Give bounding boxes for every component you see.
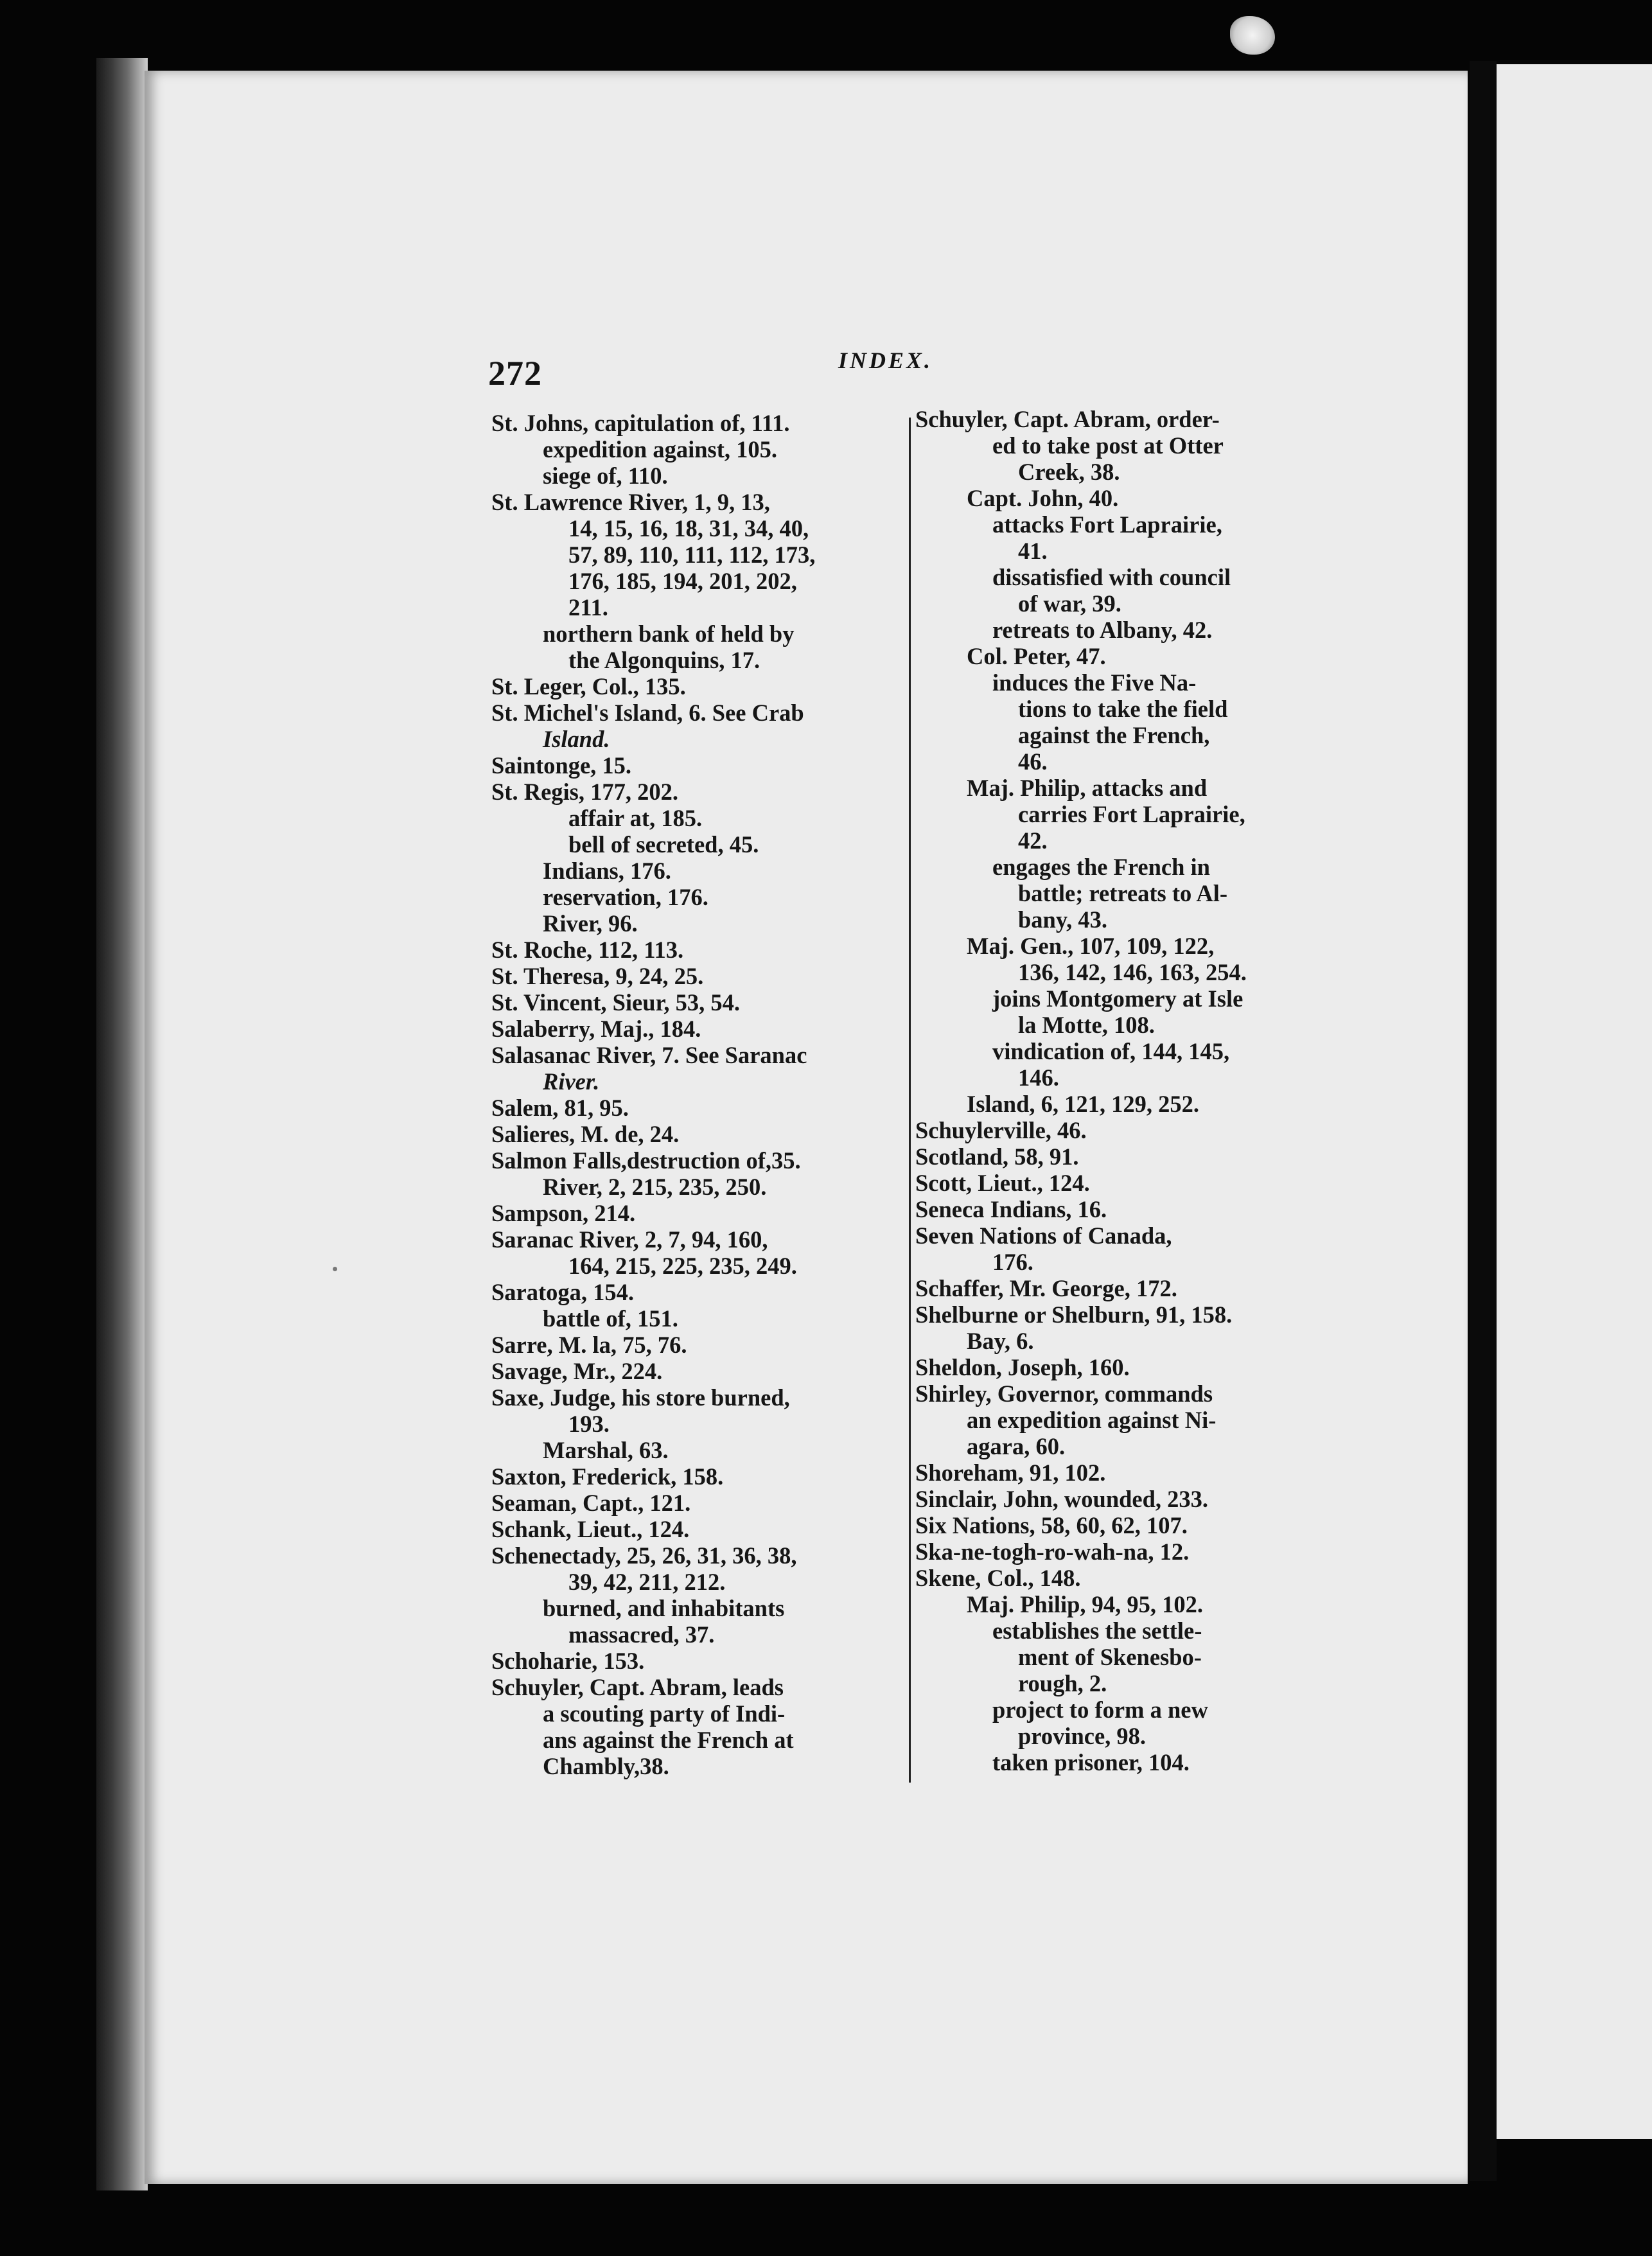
index-entry-line: Shelburne or Shelburn, 91, 158. <box>915 1301 1233 1328</box>
index-entry-line: battle of, 151. <box>543 1305 678 1332</box>
index-entry-line: province, 98. <box>1018 1723 1147 1749</box>
index-entry-line: expedition against, 105. <box>543 436 778 463</box>
index-entry-line: Savage, Mr., 224. <box>491 1358 663 1384</box>
index-entry-line: 14, 15, 16, 18, 31, 34, 40, <box>568 515 809 542</box>
index-column-right <box>915 406 1314 1776</box>
index-entry-line: affair at, 185. <box>568 805 703 831</box>
index-entry-line: St. Vincent, Sieur, 53, 54. <box>491 989 741 1016</box>
index-entry-line: Saxton, Frederick, 158. <box>491 1463 724 1490</box>
index-entry-line: Maj. Philip, attacks and <box>967 775 1208 801</box>
index-entry-line: Saintonge, 15. <box>491 752 632 779</box>
index-entry-line: a scouting party of Indi- <box>543 1700 786 1727</box>
index-entry-line: Schank, Lieut., 124. <box>491 1516 690 1542</box>
index-entry-line: 57, 89, 110, 111, 112, 173, <box>568 542 816 568</box>
index-entry-line: joins Montgomery at Isle <box>992 985 1243 1012</box>
index-entry-line: 136, 142, 146, 163, 254. <box>1018 959 1247 985</box>
index-entry-line: Island, 6, 121, 129, 252. <box>967 1091 1200 1117</box>
index-entry-line: tions to take the field <box>1018 696 1228 722</box>
index-entry-line: Indians, 176. <box>543 858 671 884</box>
index-entry-line: Salieres, M. de, 24. <box>491 1121 680 1147</box>
index-entry-line: Seneca Indians, 16. <box>915 1196 1107 1222</box>
index-entry-line: Schuyler, Capt. Abram, leads <box>491 1674 784 1700</box>
ink-speck <box>333 1267 337 1271</box>
index-entry-line: Saranac River, 2, 7, 94, 160, <box>491 1226 768 1253</box>
index-entry-line: vindication of, 144, 145, <box>992 1038 1230 1064</box>
index-entry-line: Saxe, Judge, his store burned, <box>491 1384 790 1411</box>
index-entry-line: Seaman, Capt., 121. <box>491 1490 691 1516</box>
index-entry-line: Saratoga, 154. <box>491 1279 635 1305</box>
index-entry-line: Sheldon, Joseph, 160. <box>915 1354 1130 1380</box>
index-entry-line: 164, 215, 225, 235, 249. <box>568 1253 797 1279</box>
index-entry-line: St. Michel's Island, 6. See Crab <box>491 700 804 726</box>
index-entry-line: ment of Skenesbo- <box>1018 1644 1202 1670</box>
index-entry-line: siege of, 110. <box>543 463 668 489</box>
running-head: INDEX. <box>838 348 933 373</box>
index-entry-line: Maj. Philip, 94, 95, 102. <box>967 1591 1204 1617</box>
index-column-left <box>491 410 902 1779</box>
index-entry-line: ed to take post at Otter <box>992 432 1224 459</box>
index-entry-line: River, 2, 215, 235, 250. <box>543 1174 767 1200</box>
index-entry-line: Ska-ne-togh-ro-wah-na, 12. <box>915 1538 1190 1565</box>
page-gutter <box>1470 61 1497 2181</box>
page-header <box>488 347 1291 405</box>
index-entry-line: bell of secreted, 45. <box>568 831 759 858</box>
index-entry-line: establishes the settle- <box>992 1617 1202 1644</box>
index-entry-line: Schoharie, 153. <box>491 1648 645 1674</box>
index-entry-line: Creek, 38. <box>1018 459 1120 485</box>
index-entry-line: of war, 39. <box>1018 590 1121 617</box>
index-entry-line: attacks Fort Laprairie, <box>992 511 1222 538</box>
scan-blemish <box>1230 16 1275 55</box>
index-entry-line: Scott, Lieut., 124. <box>915 1170 1090 1196</box>
index-entry-line: carries Fort Laprairie, <box>1018 801 1245 827</box>
index-entry-line: 176. <box>992 1249 1033 1275</box>
index-entry-line: ans against the French at <box>543 1727 794 1753</box>
index-entry-line: River, 96. <box>543 910 638 937</box>
index-entry-line: Salasanac River, 7. See Saranac <box>491 1042 807 1068</box>
index-entry-line: massacred, 37. <box>568 1621 715 1648</box>
index-entry-line: rough, 2. <box>1018 1670 1107 1696</box>
index-entry-line: taken prisoner, 104. <box>992 1749 1190 1776</box>
index-entry-line: induces the Five Na- <box>992 669 1197 696</box>
index-entry-line: 42. <box>1018 827 1048 854</box>
index-entry-line: Schaffer, Mr. George, 172. <box>915 1275 1177 1301</box>
column-divider <box>909 418 911 1783</box>
index-entry-line: Sinclair, John, wounded, 233. <box>915 1486 1209 1512</box>
index-entry-line: burned, and inhabitants <box>543 1595 785 1621</box>
index-entry-line: Chambly,38. <box>543 1753 669 1779</box>
index-entry-line: reservation, 176. <box>543 884 708 910</box>
index-entry-line: against the French, <box>1018 722 1210 748</box>
index-entry-line: northern bank of held by <box>543 621 795 647</box>
index-entry-line: Sampson, 214. <box>491 1200 636 1226</box>
facing-page-edge <box>1497 64 1652 2139</box>
index-entry-line: Six Nations, 58, 60, 62, 107. <box>915 1512 1188 1538</box>
book-spine-edge <box>96 58 148 2190</box>
index-entry-line: Shoreham, 91, 102. <box>915 1459 1106 1486</box>
index-entry-line: 39, 42, 211, 212. <box>568 1569 726 1595</box>
index-entry-line: dissatisfied with council <box>992 564 1231 590</box>
index-entry-line: agara, 60. <box>967 1433 1066 1459</box>
index-entry-line: Capt. John, 40. <box>967 485 1119 511</box>
index-entry-line: 211. <box>568 594 608 621</box>
index-entry-line: St. Leger, Col., 135. <box>491 673 686 700</box>
index-entry-line: battle; retreats to Al- <box>1018 880 1228 906</box>
index-entry-line: Island. <box>543 726 610 752</box>
index-entry-line: Salaberry, Maj., 184. <box>491 1016 701 1042</box>
index-entry-line: an expedition against Ni- <box>967 1407 1217 1433</box>
index-entry-line: Schuyler, Capt. Abram, order- <box>915 406 1220 432</box>
index-entry-line: the Algonquins, 17. <box>568 647 760 673</box>
page-number: 272 <box>488 354 542 392</box>
index-entry-line: 46. <box>1018 748 1048 775</box>
index-entry-line: Maj. Gen., 107, 109, 122, <box>967 933 1215 959</box>
index-entry-line: St. Theresa, 9, 24, 25. <box>491 963 704 989</box>
index-entry-line: 41. <box>1018 538 1048 564</box>
index-entry-line: Sarre, M. la, 75, 76. <box>491 1332 687 1358</box>
index-entry-line: Scotland, 58, 91. <box>915 1143 1079 1170</box>
index-entry-line: River. <box>543 1068 600 1095</box>
index-entry-line: Bay, 6. <box>967 1328 1034 1354</box>
index-entry-line: Schenectady, 25, 26, 31, 36, 38, <box>491 1542 797 1569</box>
index-entry-line: Shirley, Governor, commands <box>915 1380 1213 1407</box>
index-entry-line: Salmon Falls,destruction of,35. <box>491 1147 801 1174</box>
index-entry-line: St. Johns, capitulation of, 111. <box>491 410 790 436</box>
index-entry-line: retreats to Albany, 42. <box>992 617 1213 643</box>
index-entry-line: Skene, Col., 148. <box>915 1565 1081 1591</box>
index-entry-line: 176, 185, 194, 201, 202, <box>568 568 797 594</box>
index-entry-line: Salem, 81, 95. <box>491 1095 629 1121</box>
index-entry-line: 146. <box>1018 1064 1059 1091</box>
index-entry-line: St. Lawrence River, 1, 9, 13, <box>491 489 770 515</box>
index-entry-line: bany, 43. <box>1018 906 1107 933</box>
index-entry-line: la Motte, 108. <box>1018 1012 1155 1038</box>
index-entry-line: Marshal, 63. <box>543 1437 669 1463</box>
index-entry-line: Schuylerville, 46. <box>915 1117 1087 1143</box>
index-entry-line: project to form a new <box>992 1696 1208 1723</box>
index-entry-line: Col. Peter, 47. <box>967 643 1106 669</box>
index-entry-line: St. Roche, 112, 113. <box>491 937 684 963</box>
index-entry-line: Seven Nations of Canada, <box>915 1222 1172 1249</box>
index-entry-line: St. Regis, 177, 202. <box>491 779 678 805</box>
index-entry-line: 193. <box>568 1411 610 1437</box>
index-entry-line: engages the French in <box>992 854 1210 880</box>
